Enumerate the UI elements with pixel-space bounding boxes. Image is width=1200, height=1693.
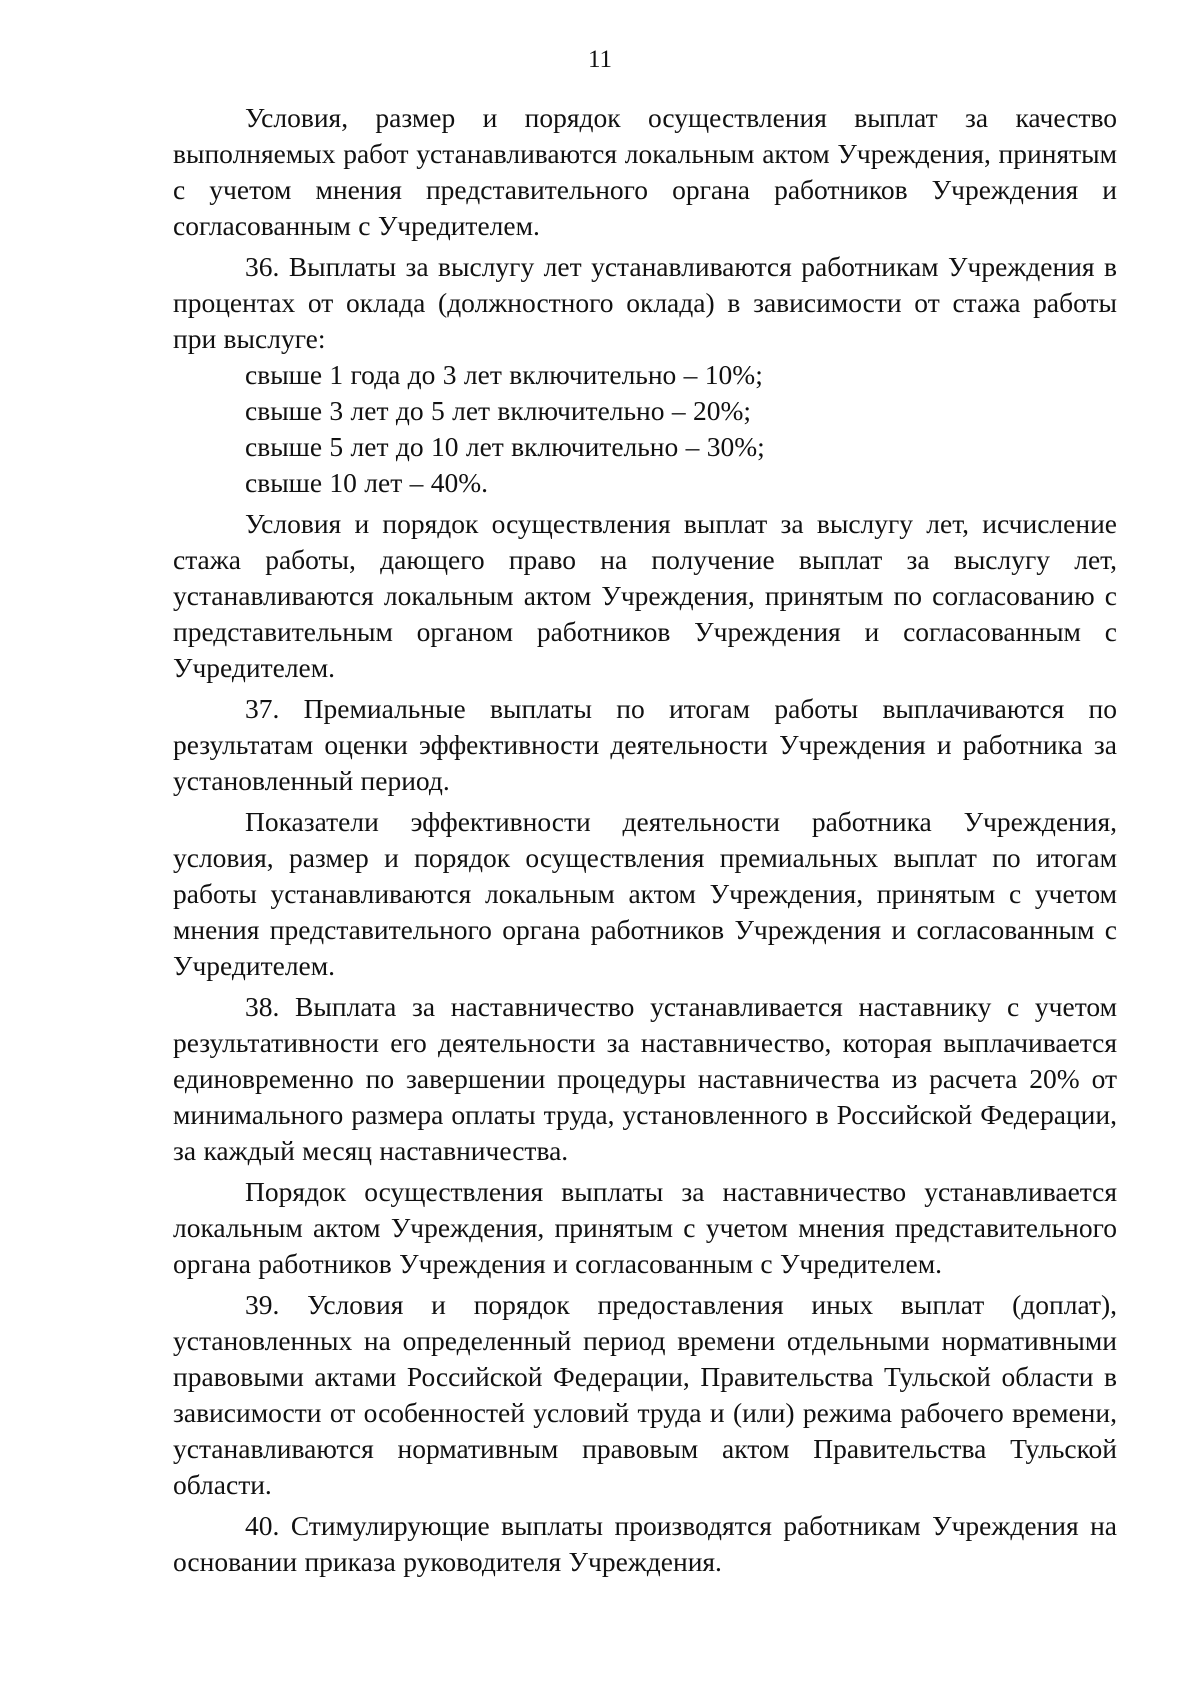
paragraph-40-incentives: 40. Стимулирующие выплаты производятся работникам Учреждения на основании приказа руководителя Учреждения. [173, 1510, 1117, 1577]
seniority-rate-item: свыше 5 лет до 10 лет включительно – 30%; [245, 431, 765, 462]
paragraph-37-bonuses: 37. Премиальные выплаты по итогам работы выплачиваются по результатам оценки эффективности деятельности Учреждения и работника за установленный период. [173, 693, 1117, 796]
paragraph-38-procedure: Порядок осуществления выплаты за наставничество устанавливается локальным актом Учреждения, принятым с учетом мнения представительного органа работников Учреждения и согласованным с Учредителем. [173, 1176, 1117, 1279]
paragraph-36-seniority: 36. Выплаты за выслугу лет устанавливаются работникам Учреждения в процентах от оклада (должностного оклада) в зависимости от стажа работы при выслуге: [173, 251, 1117, 354]
seniority-rate-item: свыше 1 года до 3 лет включительно – 10%; [245, 359, 763, 390]
paragraph-37-indicators: Показатели эффективности деятельности работника Учреждения, условия, размер и порядок осуществления премиальных выплат по итогам работы устанавливаются локальным актом Учреждения, принятым с учетом мнения представительного органа работников Учреждения и согласованным с Учредителем. [173, 806, 1117, 981]
seniority-rate-item: свыше 3 лет до 5 лет включительно – 20%; [245, 395, 752, 426]
document-body [173, 100, 1117, 1580]
paragraph-39-other-payments: 39. Условия и порядок предоставления иных выплат (доплат), установленных на определенный период времени отдельными нормативными правовыми актами Российской Федерации, Правительства Тульской области в зависимости от особенностей условий труда и (или) режима рабочего времени, устанавливаются нормативным правовым актом Правительства Тульской области. [173, 1289, 1117, 1500]
page-number: 11 [587, 46, 613, 73]
paragraph-38-mentoring: 38. Выплата за наставничество устанавливается наставнику с учетом результативности его деятельности за наставничество, которая выплачивается единовременно по завершении процедуры наставничества из расчета 20% от минимального размера оплаты труда, установленного в Российской Федерации, за каждый месяц наставничества. [173, 991, 1117, 1166]
paragraph-quality-payments: Условия, размер и порядок осуществления выплат за качество выполняемых работ устанавливаются локальным актом Учреждения, принятым с учетом мнения представительного органа работников Учреждения и согласованным с Учредителем. [173, 102, 1117, 241]
seniority-rate-item: свыше 10 лет – 40%. [245, 467, 489, 498]
paragraph-36-conditions: Условия и порядок осуществления выплат за выслугу лет, исчисление стажа работы, дающего право на получение выплат за выслугу лет, устанавливаются локальным актом Учреждения, принятым по согласованию с представительным органом работников Учреждения и согласованным с Учредителем. [173, 508, 1117, 683]
